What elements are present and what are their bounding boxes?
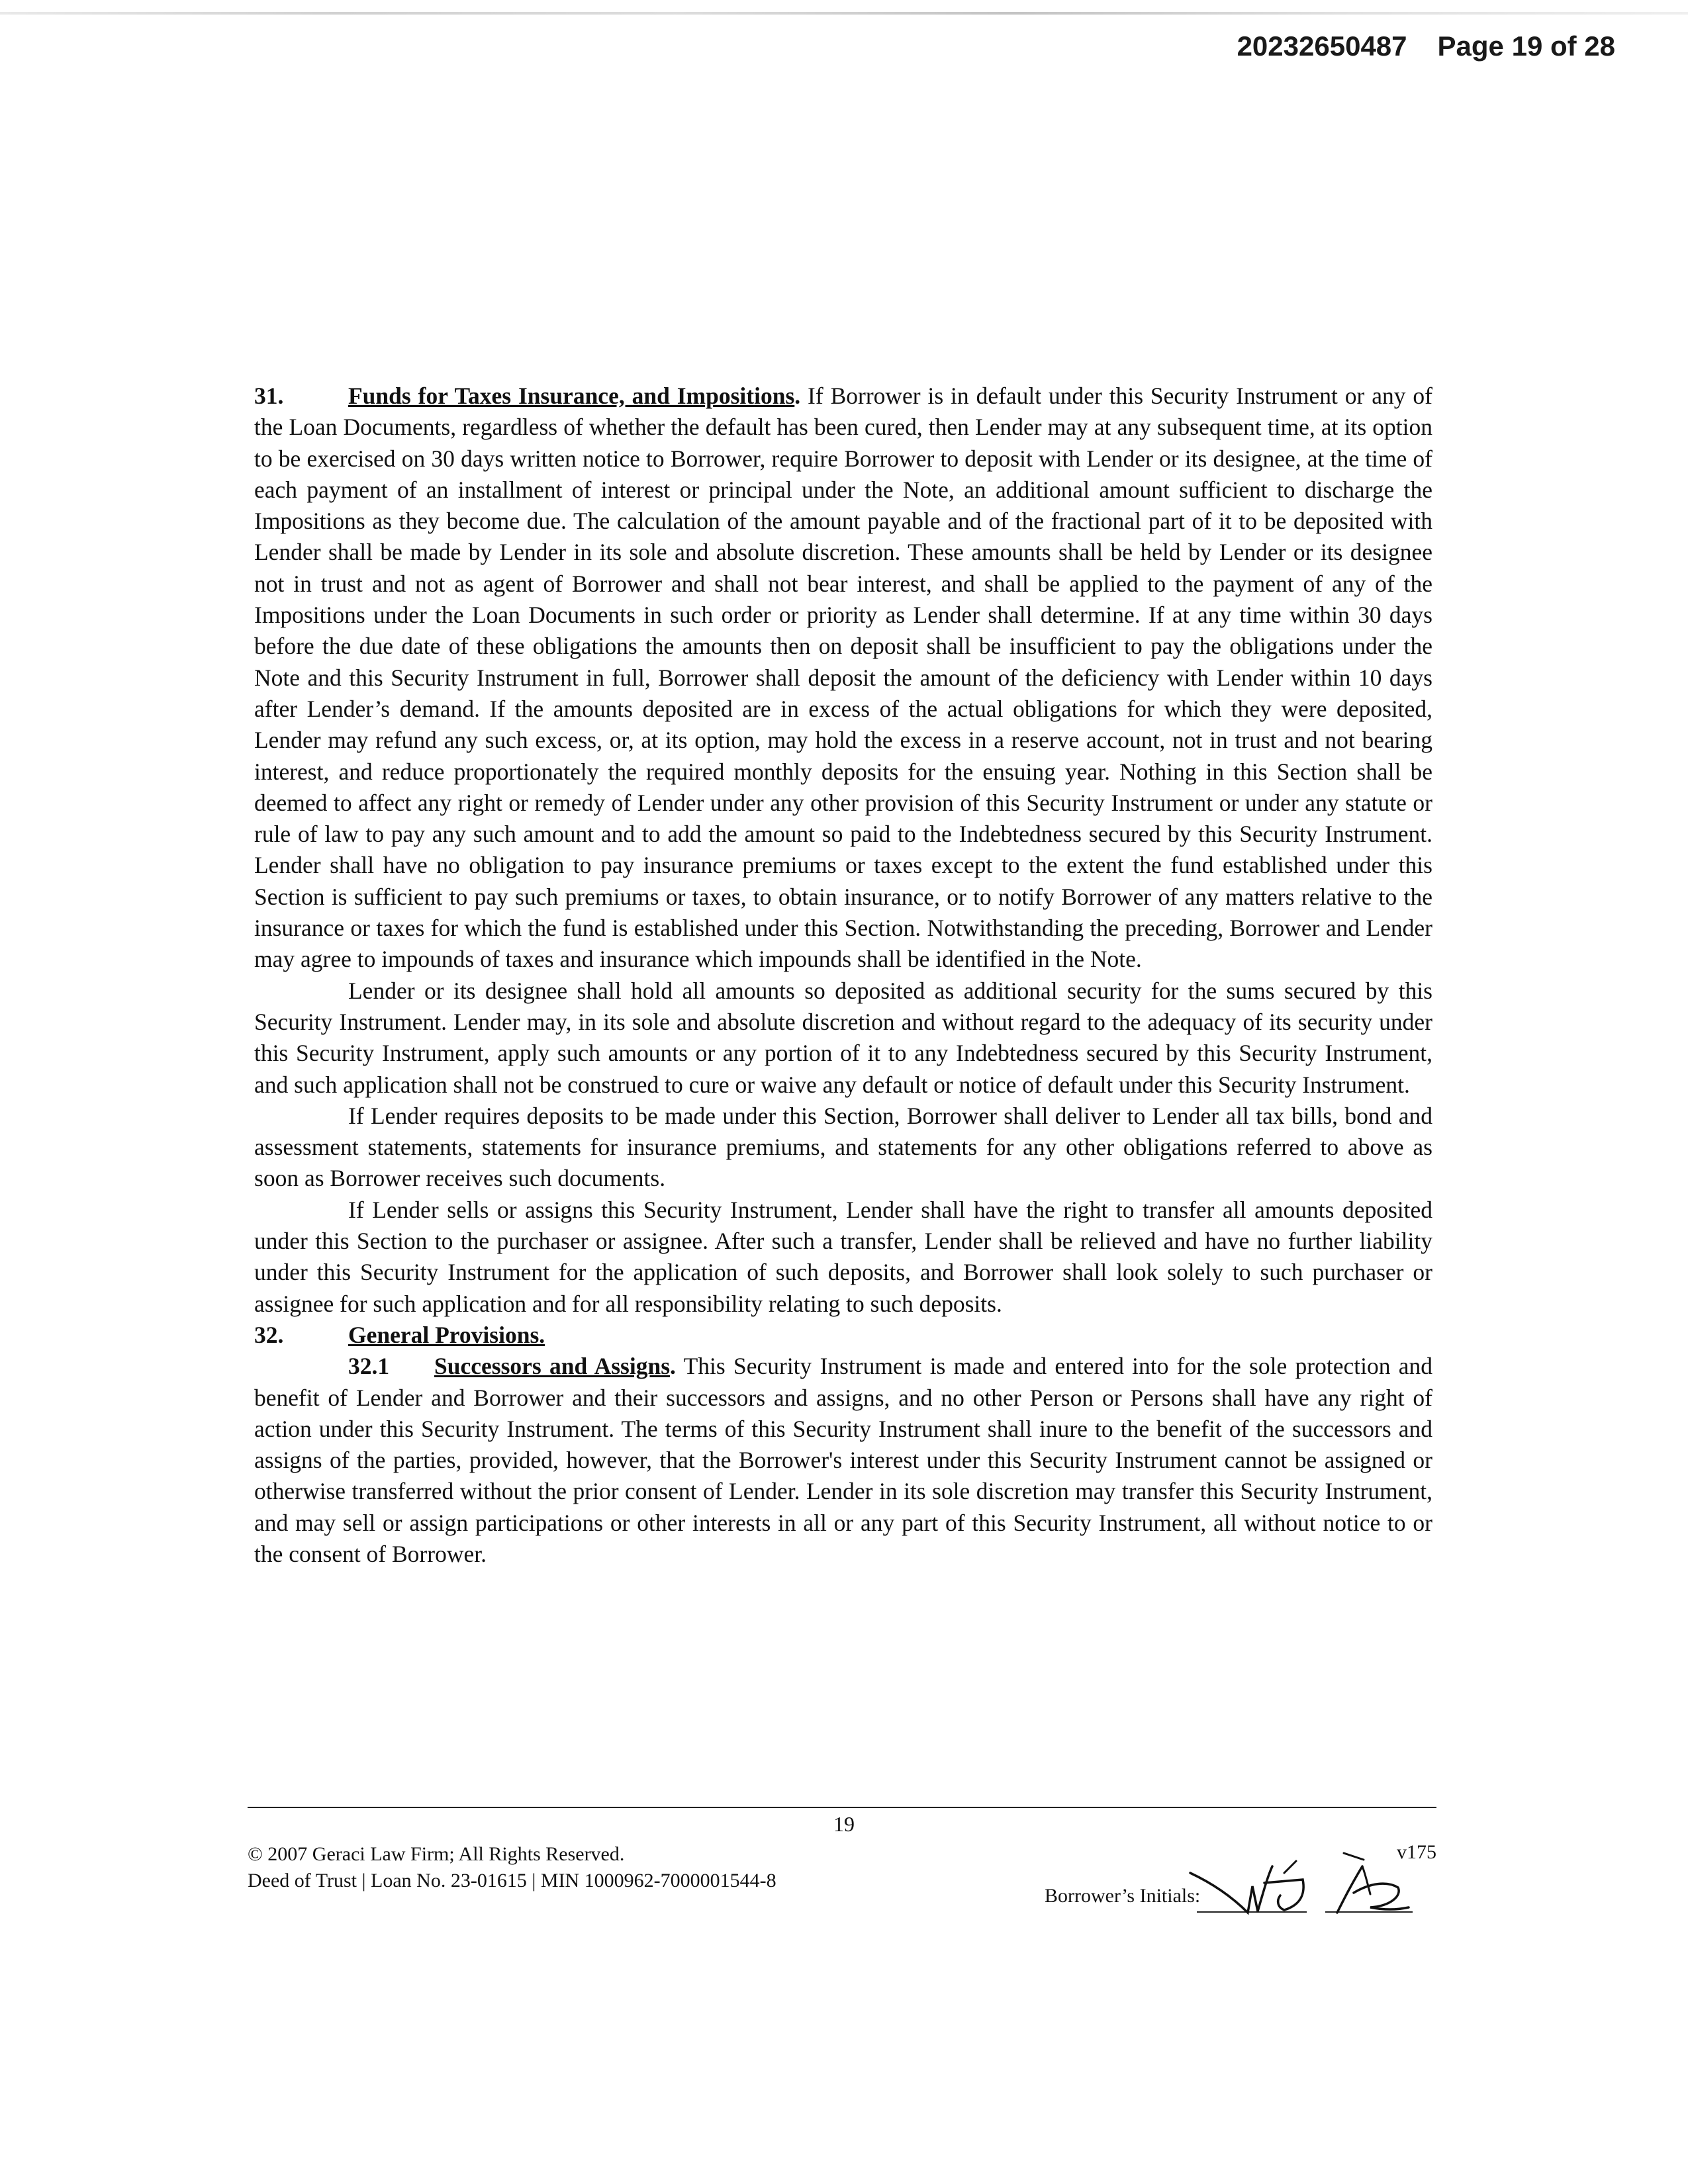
borrower-initials-label: Borrower’s Initials: — [1045, 1885, 1201, 1907]
page-number: 19 — [833, 1812, 855, 1836]
document-number: 20232650487 — [1237, 30, 1407, 62]
footer-info — [248, 1841, 776, 1894]
section-32-1-number: 32.1 — [348, 1353, 390, 1380]
section-31-paragraph-4: If Lender sells or assigns this Security Instrument, Lender shall have the right to transfer all amounts deposited under this Section to the purchaser or assignee. After such a transfer, Lender shall be relieved and have no further liability under this Security Instrument for the application of such deposits, and Borrower shall look solely to such purchaser or assignee for such application and for all responsibility relating to such deposits. — [254, 1196, 1432, 1317]
page-label: Page 19 of 28 — [1437, 30, 1615, 62]
initials-signature-1 — [1185, 1846, 1311, 1919]
section-32-title: General Provisions. — [348, 1321, 545, 1348]
section-32-1-paragraph: 32.1 Successors and Assigns. This Security Instrument is made and entered into for the sole protection and benefit of Lender and Borrower and their successors and assigns, and no other Person or Persons shall have any right of action under this Security Instrument. The terms of this Security Instrument shall inure to the benefit of the successors and assigns of the parties, provided, however, that the Borrower's interest under this Security Instrument cannot be assigned or otherwise transferred without the prior consent of Lender. Lender in its sole discretion may transfer this Security Instrument, and may sell or assign participations or other interests in all or any part of this Security Instrument, all without notice to or the consent of Borrower. — [254, 1351, 1432, 1570]
section-32-1-text: This Security Instrument is made and entered into for the sole protection and benefit of Lender and Borrower and their successors and assigns, and no other Person or Persons shall have any right of action under this Security Instrument. The terms of this Security Instrument shall inure to the benefit of the successors and assigns of the parties, provided, however, that the Borrower's interest under this Security Instrument cannot be assigned or otherwise transferred without the prior consent of Lender. Lender in its sole discretion may transfer this Security Instrument, and may sell or assign participations or other interests in all or any part of this Security Instrument, all without notice to or the consent of Borrower. — [254, 1353, 1433, 1567]
recording-header — [1237, 30, 1615, 62]
footer-doc-info: Deed of Trust | Loan No. 23-01615 | MIN 1000962-7000001544-8 — [248, 1870, 776, 1891]
footer-version: v175 — [1397, 1841, 1436, 1863]
section-31-title: Funds for Taxes Insurance, and Impositions — [348, 383, 795, 409]
initials-signature-2 — [1324, 1846, 1423, 1919]
section-32-heading — [254, 1320, 1432, 1351]
document-body — [254, 381, 1432, 1570]
section-31-paragraph-3: If Lender requires deposits to be made under this Section, Borrower shall deliver to Lender all tax bills, bond and assessment statements, statements for insurance premiums, and statements for any other obligations referred to above as soon as Borrower receives such documents. — [254, 1102, 1432, 1192]
section-32-1-title: Successors and Assigns — [434, 1353, 671, 1380]
section-31-paragraph-2: Lender or its designee shall hold all amounts so deposited as additional security for the sums secured by this Security Instrument. Lender may, in its sole and absolute discretion and without regard to the adequacy of its security under this Security Instrument, apply such amounts or any portion of it to any Indebtedness secured by this Security Instrument, and such application shall not be construed to cure or waive any default or notice of default under this Security Instrument. — [254, 977, 1432, 1098]
scan-edge — [0, 12, 1688, 15]
footer-rule — [248, 1807, 1436, 1808]
footer-copyright: © 2007 Geraci Law Firm; All Rights Reserved. — [248, 1843, 625, 1865]
section-31-text-1: If Borrower is in default under this Security Instrument or any of the Loan Documents, regardless of whether the default has been cured, then Lender may at any subsequent time, at its option to be exercised on 30 days written notice to Borrower, require Borrower to deposit with Lender or its designee, at the time of each payment of an installment of interest or principal under the Note, an additional amount sufficient to discharge the Impositions as they become due. The calculation of the amount payable and of the fractional part of it to be deposited with Lender shall be made by Lender in its sole and absolute discretion. These amounts shall be held by Lender or its designee not in trust and not as agent of Borrower and shall not bear interest, and shall be applied to the payment of any of the Impositions under the Loan Documents in such order or priority as Lender shall determine. If at any time within 30 days before the due date of these obligations the amounts then on deposit shall be insufficient to pay the obligations under the Note and this Security Instrument in full, Borrower shall deposit the amount of the deficiency with Lender within 10 days after Lender’s demand. If the amounts deposited are in excess of the actual obligations for which they were deposited, Lender may refund any such excess, or, at its option, may hold the excess in a reserve account, not in trust and not bearing interest, and reduce proportionately the required monthly deposits for the ensuing year. Nothing in this Section shall be deemed to affect any right or remedy of Lender under any other provision of this Security Instrument or under any statute or rule of law to pay any such amount and to add the amount so paid to the Indebtedness secured by this Security Instrument. Lender shall have no obligation to pay insurance premiums or taxes except to the extent the fund established under this Section is sufficient to pay such premiums or taxes, to obtain insurance, or to notify Borrower of any matters relative to the insurance or taxes for which the fund is established under this Section. Notwithstanding the preceding, Borrower and Lender may agree to impounds of taxes and insurance which impounds shall be identified in the Note. — [254, 383, 1432, 973]
section-31-number: 31. — [254, 383, 284, 409]
section-32-number: 32. — [254, 1321, 284, 1348]
section-31-paragraph-1: 31. Funds for Taxes Insurance, and Impositions. If Borrower is in default under this Security Instrument or any of the Loan Documents, regardless of whether the default has been cured, then Lender may at any subsequent time, at its option to be exercised on 30 days written notice to Borrower, require Borrower to deposit with Lender or its designee, at the time of each payment of an installment of interest or principal under the Note, an additional amount sufficient to discharge the Impositions as they become due. The calculation of the amount payable and of the fractional part of it to be deposited with Lender shall be made by Lender in its sole and absolute discretion. These amounts shall be held by Lender or its designee not in trust and not as agent of Borrower and shall not bear interest, and shall be applied to the payment of any of the Impositions under the Loan Documents in such order or priority as Lender shall determine. If at any time within 30 days before the due date of these obligations the amounts then on deposit shall be insufficient to pay the obligations under the Note and this Security Instrument in full, Borrower shall deposit the amount of the deficiency with Lender within 10 days after Lender’s demand. If the amounts deposited are in excess of the actual obligations for which they were deposited, Lender may refund any such excess, or, at its option, may hold the excess in a reserve account, not in trust and not bearing interest, and reduce proportionately the required monthly deposits for the ensuing year. Nothing in this Section shall be deemed to affect any right or remedy of Lender under any other provision of this Security Instrument or under any statute or rule of law to pay any such amount and to add the amount so paid to the Indebtedness secured by this Security Instrument. Lender shall have no obligation to pay insurance premiums or taxes except to the extent the fund established under this Section is sufficient to pay such premiums or taxes, to obtain insurance, or to notify Borrower of any matters relative to the insurance or taxes for which the fund is established under this Section. Notwithstanding the preceding, Borrower and Lender may agree to impounds of taxes and insurance which impounds shall be identified in the Note. — [254, 381, 1432, 976]
